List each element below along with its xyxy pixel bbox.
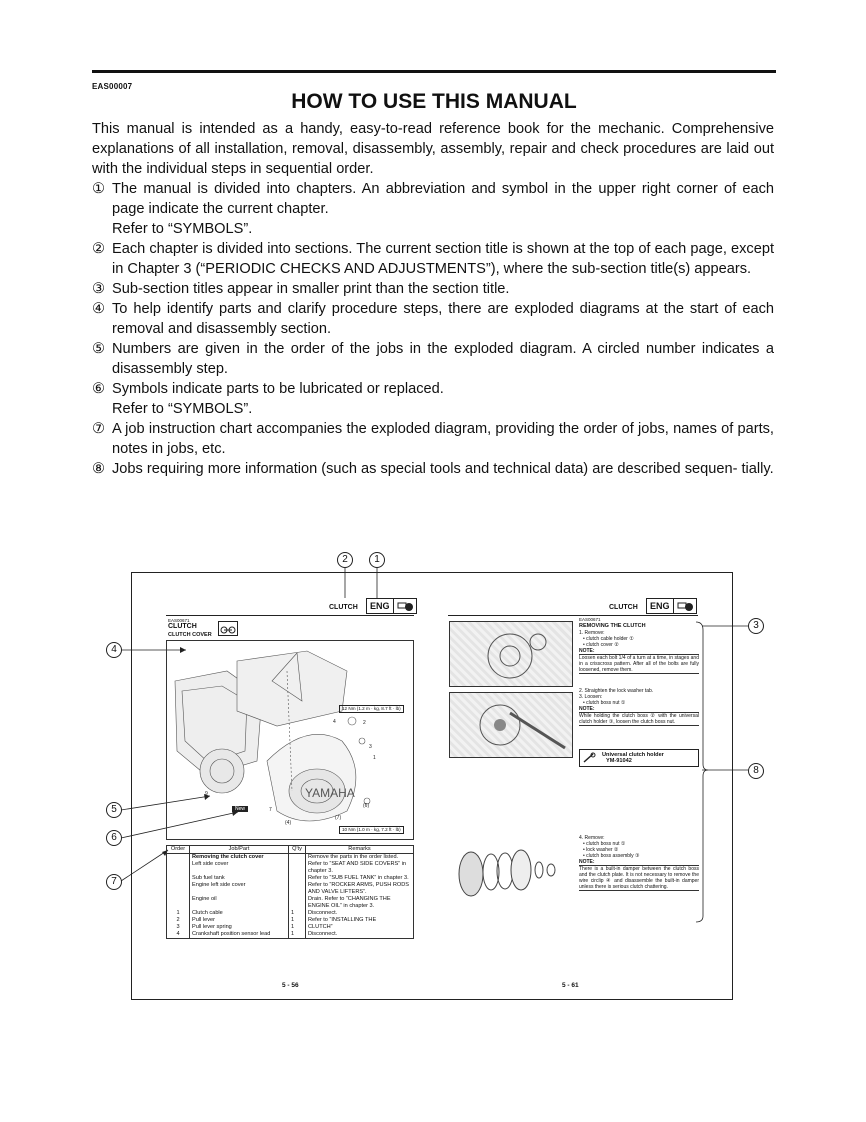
col-header-order: Order: [167, 846, 190, 854]
intro-paragraph: This manual is intended as a handy, easy-to-read reference book for the mechanic. Comprehensive explanations of all installation, removal, disassembly, assembly, repair and check procedures are laid out with the individual steps in sequential order.: [92, 121, 774, 177]
callout-1: 1: [369, 552, 385, 568]
right-section-label: CLUTCH: [609, 604, 638, 611]
table-row: Engine oil Drain. Refer to “CHANGING THE ENGINE OIL” in chapter 3.: [167, 896, 413, 910]
list-item: ① The manual is divided into chapters. An abbreviation and symbol in the upper right corner of each page indicate the current chapter. Refer to “SYMBOLS”.: [92, 181, 774, 237]
callout-4: 4: [106, 642, 122, 658]
clutch-cover-drawing: [167, 641, 413, 839]
torque-spec-1: 12 Nm (1.2 m · kg, 8.7 ft · lb): [339, 705, 404, 713]
engine-icon: [673, 598, 697, 614]
torque-spec-2: 10 Nm (1.0 m · kg, 7.2 ft · lb): [339, 826, 404, 834]
motorcycle-icon: [218, 621, 238, 636]
section-code: EAS00007: [92, 82, 133, 91]
tool-code: YM-91042: [606, 758, 632, 764]
engine-icon: [393, 598, 417, 614]
col-header-qty: Q'ty: [289, 846, 306, 854]
table-row: 4 Crankshaft position sensor lead 1 Disconnect.: [167, 931, 413, 938]
svg-text:9: 9: [205, 791, 208, 797]
page-title: HOW TO USE THIS MANUAL: [291, 90, 577, 113]
removal-steps-block-1: 1. Remove: • clutch cable holder ① • clutch cover ② NOTE: Loosen each bolt 1/4 of a turn at a time, in stages and in a crisscross pattern. After all of the bolts are fully loosened, remove them.: [579, 630, 699, 673]
removal-steps-block-3: 4. Remove: • clutch boss nut ① • lock washer ② • clutch boss assembly ③ NOTE: There is a built-in damper between the clutch boss and the clutch plate. It is not necessary to remove the wire circlip ④ and disassemble the built-in damper unless there is serious clutch chattering.: [579, 835, 699, 890]
left-title: CLUTCH: [168, 623, 197, 630]
right-chapter-badge: ENG: [646, 598, 674, 614]
exploded-diagram: [166, 640, 414, 840]
right-title: REMOVING THE CLUTCH: [579, 623, 646, 629]
callout-5: 5: [106, 802, 122, 818]
table-row: 2 Pull lever 1 Refer to “INSTALLING THE: [167, 917, 413, 924]
job-instruction-chart: [166, 845, 414, 939]
svg-text:YAMAHA: YAMAHA: [305, 786, 355, 800]
new-part-label: New: [232, 806, 248, 812]
tool-name: Universal clutch holder: [602, 752, 664, 758]
table-row: Left side cover Refer to “SEAT AND SIDE COVERS” in chapter 3.: [167, 861, 413, 875]
table-row: 3 Pull lever spring 1 CLUTCH”: [167, 924, 413, 931]
list-item: ⑥ Symbols indicate parts to be lubricated or replaced. Refer to “SYMBOLS”.: [92, 381, 444, 417]
svg-text:2: 2: [363, 720, 366, 726]
list-item: ⑦ A job instruction chart accompanies the exploded diagram, providing the order of jobs, names of parts, notes in jobs, etc.: [92, 421, 774, 457]
callout-3: 3: [748, 618, 764, 634]
svg-text:1: 1: [373, 755, 376, 761]
list-item: ② Each chapter is divided into sections. The current section title is shown at the top of each page, except in Chapter 3 (“PERIODIC CHECKS AND ADJUSTMENTS”), where the sub-section title(s) appears.: [92, 241, 774, 277]
right-header-rule: [448, 615, 698, 616]
list-item: ④ To help identify parts and clarify procedure steps, there are exploded diagrams at the start of each removal and disassembly section.: [92, 301, 774, 337]
callout-8: 8: [748, 763, 764, 779]
exploded-clutch-parts: [449, 836, 571, 906]
svg-text:(6): (6): [363, 803, 370, 809]
right-page-number: 5 - 61: [562, 982, 579, 989]
list-item: ⑤ Numbers are given in the order of the jobs in the exploded diagram. A circled number indicates a disassembly step.: [92, 341, 774, 377]
col-header-job: Job/Part: [190, 846, 289, 854]
left-code: EAS00671: [168, 618, 190, 623]
wrench-icon: [582, 752, 596, 764]
callout-6: 6: [106, 830, 122, 846]
table-row: 1 Clutch cable 1 Disconnect.: [167, 910, 413, 917]
table-row: Sub fuel tank Refer to “SUB FUEL TANK” in chapter 3.: [167, 875, 413, 882]
list-item: ③ Sub-section titles appear in smaller print than the section title.: [92, 281, 510, 297]
svg-text:7: 7: [269, 807, 272, 813]
callout-2: 2: [337, 552, 353, 568]
photo-clutch-cover: [449, 621, 573, 687]
left-page-number: 5 - 56: [282, 982, 299, 989]
table-row: Removing the clutch cover Remove the parts in the order listed.: [167, 854, 413, 862]
svg-text:(4): (4): [285, 820, 292, 826]
photo-clutch-boss: [449, 692, 573, 758]
svg-text:3: 3: [369, 744, 372, 750]
left-section-label: CLUTCH: [329, 604, 358, 611]
removal-steps-block-2: 2. Straighten the lock washer tab. 3. Loosen: • clutch boss nut ① NOTE: While holding the clutch boss ② with the universal clutch holder ③, loosen the clutch boss nut.: [579, 688, 699, 725]
list-item: ⑧ Jobs requiring more information (such as special tools and technical data) are described sequen- tially.: [92, 461, 774, 477]
table-row: Engine left side cover Refer to “ROCKER ARMS, PUSH RODS AND VALVE LIFTERS”.: [167, 882, 413, 896]
callout-7: 7: [106, 874, 122, 890]
left-chapter-badge: ENG: [366, 598, 394, 614]
svg-text:(7): (7): [335, 815, 342, 821]
col-header-remarks: Remarks: [306, 846, 414, 854]
right-code: EAS00671: [579, 617, 601, 622]
left-header-rule: [166, 615, 414, 616]
left-subtitle: CLUTCH COVER: [168, 632, 212, 638]
special-tool-box: [579, 749, 699, 767]
svg-text:4: 4: [333, 719, 336, 725]
